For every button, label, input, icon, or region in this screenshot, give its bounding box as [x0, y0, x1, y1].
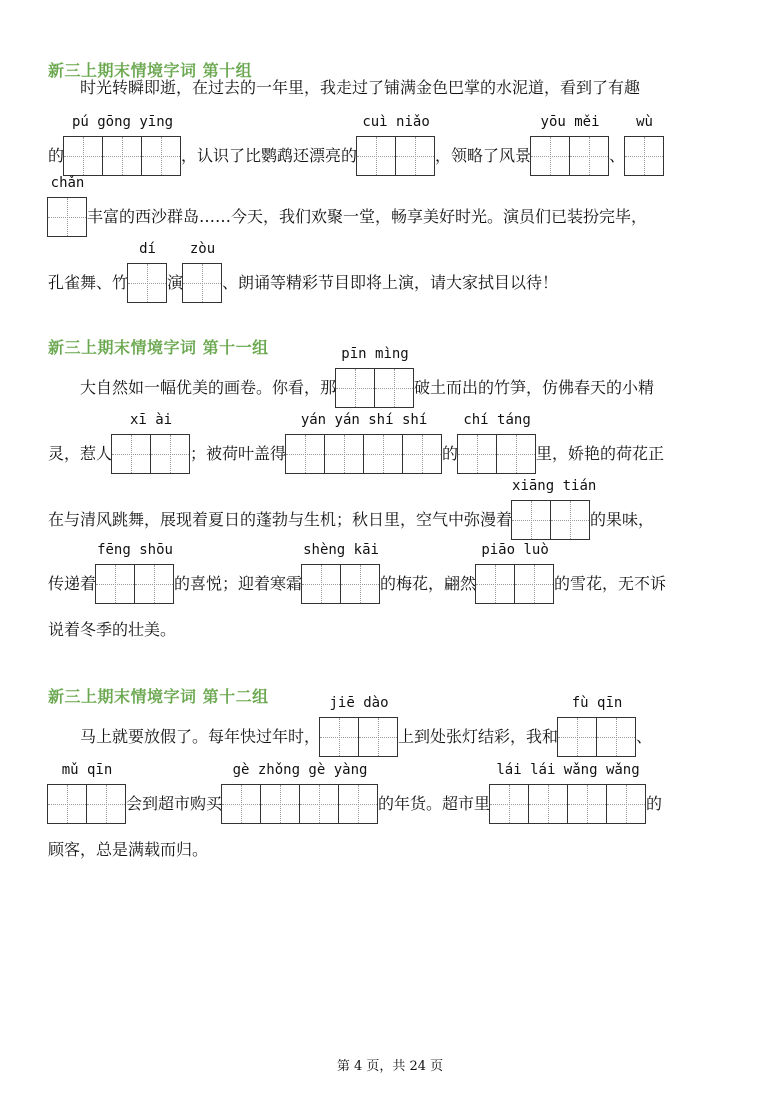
text-segment: 、 — [609, 146, 626, 165]
tianzige-box[interactable] — [319, 717, 359, 757]
text-segment: ，认识了比鹦鹉还漂亮的 — [181, 146, 358, 165]
tianzige-box[interactable] — [260, 784, 300, 824]
text-segment: 、 — [636, 727, 653, 746]
answer-box-group[interactable] — [476, 542, 554, 604]
answer-box-group[interactable] — [320, 695, 398, 757]
text-segment: 的 — [48, 146, 65, 165]
tianzige-box[interactable] — [47, 784, 87, 824]
tianzige-box[interactable] — [335, 368, 375, 408]
text-line — [48, 542, 667, 604]
text-line — [48, 241, 559, 303]
tianzige-box[interactable] — [557, 717, 597, 757]
answer-box-group[interactable] — [96, 542, 174, 604]
answer-box-group[interactable] — [458, 412, 536, 474]
pinyin-label: gè zhǒng gè yàng — [232, 762, 368, 778]
tianzige-box[interactable] — [127, 263, 167, 303]
tianzige-box[interactable] — [182, 263, 222, 303]
pinyin-label: mǔ qīn — [61, 762, 113, 778]
answer-box-group[interactable] — [222, 762, 378, 824]
text-segment: 灵，惹人 — [48, 444, 113, 463]
text-segment: 传递着 — [48, 574, 97, 593]
text-segment: 说着冬季的壮美。 — [48, 620, 177, 639]
tianzige-box[interactable] — [528, 784, 568, 824]
pinyin-label: zòu — [189, 241, 216, 257]
pinyin-label: shèng kāi — [303, 542, 379, 558]
tianzige-box[interactable] — [489, 784, 529, 824]
text-segment: 破土而出的竹笋，仿佛春天的小精 — [414, 378, 655, 397]
tianzige-box[interactable] — [550, 500, 590, 540]
page-footer: 第 4 页，共 24 页 — [336, 1059, 444, 1074]
text-segment: 时光转瞬即逝，在过去的一年里，我走过了铺满金色巴掌的水泥道，看到了有趣 — [80, 78, 641, 97]
text-line — [80, 68, 640, 108]
tianzige-box[interactable] — [338, 784, 378, 824]
pinyin-label: xiāng tián — [512, 478, 597, 494]
tianzige-box[interactable] — [141, 136, 181, 176]
answer-box-group[interactable] — [48, 762, 126, 824]
pinyin-label: dí — [139, 241, 156, 257]
text-line — [48, 610, 176, 650]
tianzige-box[interactable] — [475, 564, 515, 604]
tianzige-box[interactable] — [95, 564, 135, 604]
text-line — [48, 175, 648, 237]
tianzige-box[interactable] — [356, 136, 396, 176]
tianzige-box[interactable] — [530, 136, 570, 176]
text-line — [48, 478, 655, 540]
answer-box-group[interactable] — [286, 412, 442, 474]
text-line — [80, 695, 653, 757]
text-line — [48, 830, 208, 870]
tianzige-box[interactable] — [285, 434, 325, 474]
answer-box-group[interactable] — [357, 114, 435, 176]
tianzige-box[interactable] — [596, 717, 636, 757]
text-line — [48, 412, 665, 474]
pinyin-label: fēng shōu — [97, 542, 173, 558]
pinyin-label: lái lái wǎng wǎng — [496, 762, 640, 778]
tianzige-box[interactable] — [606, 784, 646, 824]
pinyin-label: wù — [636, 114, 653, 130]
section-title: 新三上期末情境字词 第十组 — [48, 61, 253, 80]
tianzige-box[interactable] — [111, 434, 151, 474]
answer-box-group[interactable] — [64, 114, 181, 176]
text-line — [48, 762, 663, 824]
tianzige-box[interactable] — [395, 136, 435, 176]
tianzige-box[interactable] — [340, 564, 380, 604]
answer-box-group[interactable] — [48, 175, 87, 237]
text-segment: ，领略了风景 — [435, 146, 532, 165]
text-segment: 丰富的西沙群岛……今天，我们欢聚一堂，畅享美好时光。演员们已装扮完毕， — [87, 207, 648, 226]
pinyin-label: yōu měi — [540, 114, 600, 130]
pinyin-label: piāo luò — [481, 542, 549, 558]
text-segment: ；被荷叶盖得 — [190, 444, 287, 463]
tianzige-box[interactable] — [324, 434, 364, 474]
text-segment: 的梅花，翩然 — [380, 574, 477, 593]
tianzige-box[interactable] — [150, 434, 190, 474]
pinyin-label: jiē dào — [329, 695, 389, 711]
tianzige-box[interactable] — [569, 136, 609, 176]
pinyin-label: pú gōng yīng — [71, 114, 174, 130]
text-segment: 的果味， — [590, 510, 655, 529]
text-segment: 的 — [646, 794, 663, 813]
tianzige-box[interactable] — [624, 136, 664, 176]
text-segment: 顾客，总是满载而归。 — [48, 840, 209, 859]
text-segment: 孔雀舞、竹 — [48, 273, 129, 292]
answer-box-group[interactable] — [302, 542, 380, 604]
text-segment: 会到超市购买 — [126, 794, 223, 813]
pinyin-label: yán yán shí shí — [300, 412, 428, 428]
tianzige-box[interactable] — [496, 434, 536, 474]
tianzige-box[interactable] — [221, 784, 261, 824]
tianzige-box[interactable] — [63, 136, 103, 176]
text-segment: 的年货。超市里 — [378, 794, 491, 813]
pinyin-label: fù qīn — [571, 695, 623, 711]
pinyin-label: chí táng — [463, 412, 531, 428]
text-line — [80, 346, 655, 408]
text-segment: 的雪花，无不诉 — [554, 574, 667, 593]
answer-box-group[interactable] — [183, 241, 222, 303]
text-segment: 的喜悦；迎着寒霜 — [174, 574, 303, 593]
tianzige-box[interactable] — [358, 717, 398, 757]
answer-box-group[interactable] — [531, 114, 609, 176]
text-segment: 、朗诵等精彩节目即将上演，请大家拭目以待！ — [222, 273, 559, 292]
pinyin-label: xī ài — [129, 412, 173, 428]
tianzige-box[interactable] — [402, 434, 442, 474]
text-line — [48, 114, 664, 176]
answer-box-group[interactable] — [128, 241, 167, 303]
answer-box-group[interactable] — [336, 346, 414, 408]
answer-box-group[interactable] — [490, 762, 646, 824]
tianzige-box[interactable] — [363, 434, 403, 474]
pinyin-label: cuì niǎo — [362, 114, 430, 130]
tianzige-box[interactable] — [374, 368, 414, 408]
tianzige-box[interactable] — [299, 784, 339, 824]
text-segment: 演 — [167, 273, 184, 292]
tianzige-box[interactable] — [301, 564, 341, 604]
section-title: 新三上期末情境字词 第十二组 — [48, 687, 269, 706]
answer-box-group[interactable] — [512, 478, 597, 540]
tianzige-box[interactable] — [134, 564, 174, 604]
pinyin-label: chǎn — [50, 175, 85, 191]
text-segment: 里，娇艳的荷花正 — [536, 444, 665, 463]
text-segment: 在与清风跳舞，展现着夏日的蓬勃与生机；秋日里，空气中弥漫着 — [48, 510, 513, 529]
text-segment: 的 — [442, 444, 459, 463]
answer-box-group[interactable] — [558, 695, 636, 757]
text-segment: 上到处张灯结彩，我和 — [398, 727, 559, 746]
text-segment: 马上就要放假了。每年快过年时， — [80, 727, 321, 746]
answer-box-group[interactable] — [625, 114, 664, 176]
tianzige-box[interactable] — [47, 197, 87, 237]
answer-box-group[interactable] — [112, 412, 190, 474]
text-segment: 大自然如一幅优美的画卷。你看，那 — [80, 378, 337, 397]
tianzige-box[interactable] — [511, 500, 551, 540]
tianzige-box[interactable] — [86, 784, 126, 824]
tianzige-box[interactable] — [514, 564, 554, 604]
tianzige-box[interactable] — [102, 136, 142, 176]
tianzige-box[interactable] — [567, 784, 607, 824]
section-title: 新三上期末情境字词 第十一组 — [48, 338, 269, 357]
pinyin-label: pīn mìng — [341, 346, 409, 362]
tianzige-box[interactable] — [457, 434, 497, 474]
